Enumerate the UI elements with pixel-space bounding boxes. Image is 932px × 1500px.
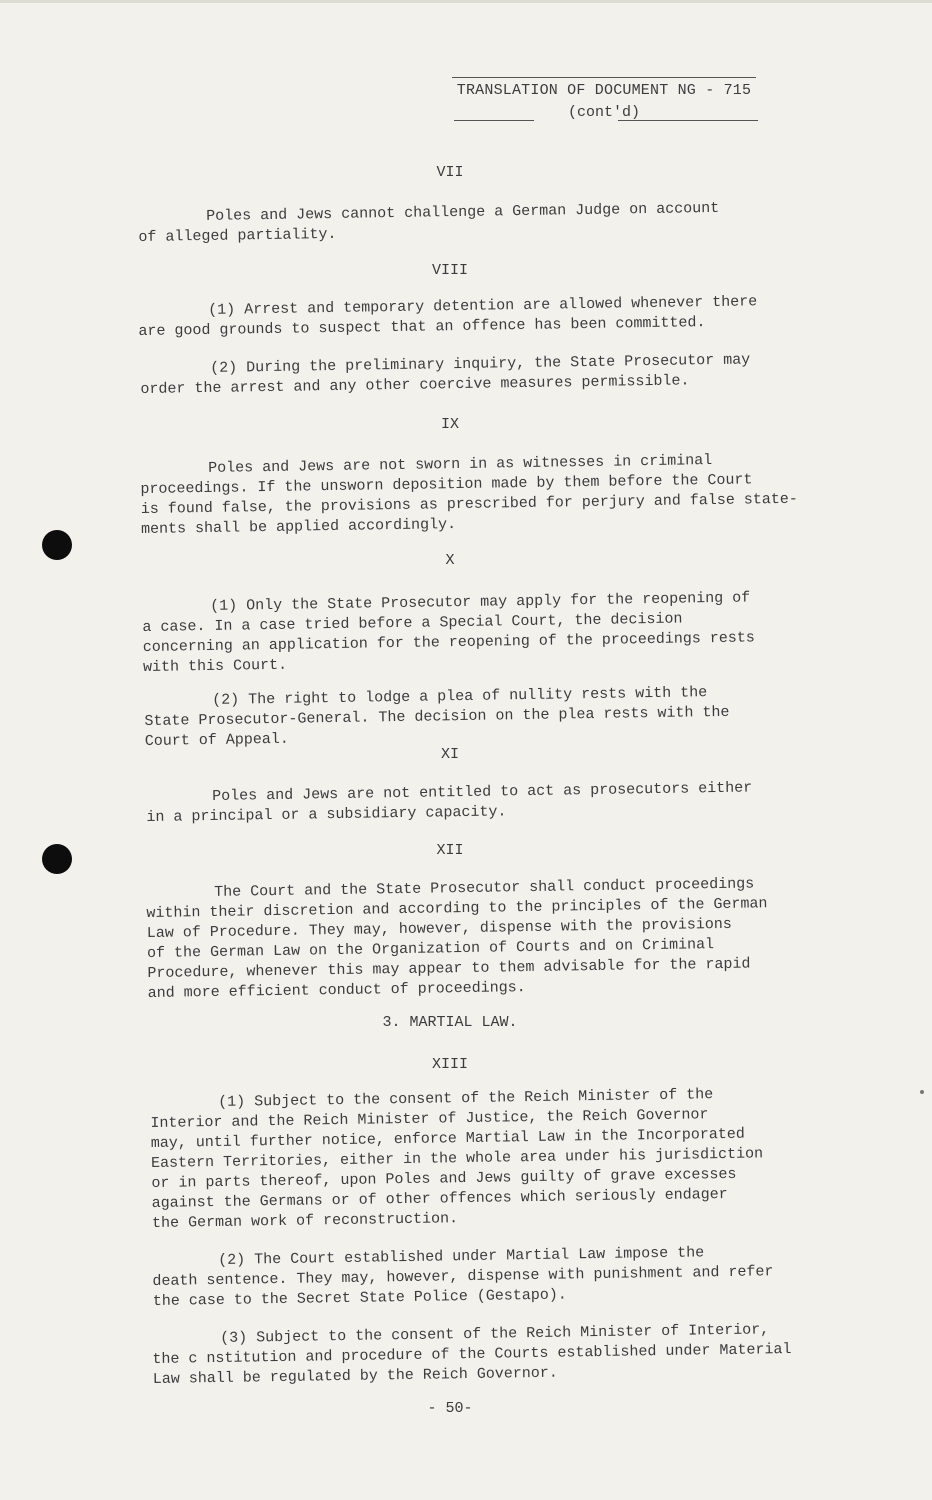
paragraph: (3) Subject to the consent of the Reich Minister of Interior, the c nstitution and procedure of the Courts established under Material Law shall be regulated by the Reich Governor. [152, 1321, 792, 1388]
section-heading: XIII [431, 1056, 468, 1073]
section-heading: X [445, 552, 455, 569]
paragraph: (1) Subject to the consent of the Reich Minister of the Interior and the Reich Minister of Justice, the Reich Governor may, until further notice, enforce Martial Law in the Incorporated Eastern Territories, either in the whole area under his jurisdiction or in parts thereof, upon Poles and Jews guilty of grave excesses against the Germans or of other offences which seriously endager the German work of reconstruction. [150, 1086, 764, 1232]
paragraph: Poles and Jews are not entitled to act as prosecutors either in a principal or a subsidiary capacity. [146, 779, 753, 826]
paragraph: (2) The right to lodge a plea of nullity rests with the State Prosecutor-General. The decision on the plea rests with the Court of Appeal. [144, 684, 730, 750]
document-subtitle: (cont'd) [448, 102, 760, 124]
section-heading: IX [440, 416, 459, 433]
section-heading: XI [440, 746, 459, 763]
paragraph: (2) The Court established under Martial Law impose the death sentence. They may, however, dispense with punishment and refer the case to the Secret State Police (Gestapo). [152, 1244, 774, 1310]
header-top-rule [452, 77, 756, 78]
paragraph: The Court and the State Prosecutor shall conduct proceedings within their discretion and according to the principles of the German Law of Procedure. They may, however, dispense with the provisions of the German Law on the Organization of Courts and on Criminal Procedure, whenever this may appear to them advisable for the rapid and more efficient conduct of proceedings. [146, 875, 768, 1002]
document-title: TRANSLATION OF DOCUMENT NG - 715 [456, 82, 752, 99]
paragraph: Poles and Jews cannot challenge a German Judge on account of alleged partiality. [138, 199, 720, 246]
section-heading: XII [436, 842, 464, 859]
paragraph: (1) Only the State Prosecutor may apply for the reopening of a case. In a case tried before a Special Court, the decision concerning an application for the reopening of the proceedings rests with this Court. [142, 589, 755, 676]
section-heading: VIII [431, 262, 468, 279]
paragraph: Poles and Jews are not sworn in as witnesses in criminal proceedings. If the unsworn deposition made by them before the Court is found false, the provisions as prescribed for perjury and false state- ments shall be applied accordingly. [140, 452, 798, 538]
paragraph: (1) Arrest and temporary detention are allowed whenever there are good grounds to suspect that an offence has been committed. [138, 293, 758, 340]
page-edge [0, 0, 932, 3]
document-header [448, 80, 760, 124]
subsection-title: 3. MARTIAL LAW. [382, 1014, 518, 1031]
paper-speck [920, 1090, 924, 1094]
page-number: - 50- [427, 1400, 473, 1417]
section-heading: VII [436, 164, 464, 181]
paragraph: (2) During the preliminary inquiry, the State Prosecutor may order the arrest and any other coercive measures permissible. [140, 351, 751, 398]
